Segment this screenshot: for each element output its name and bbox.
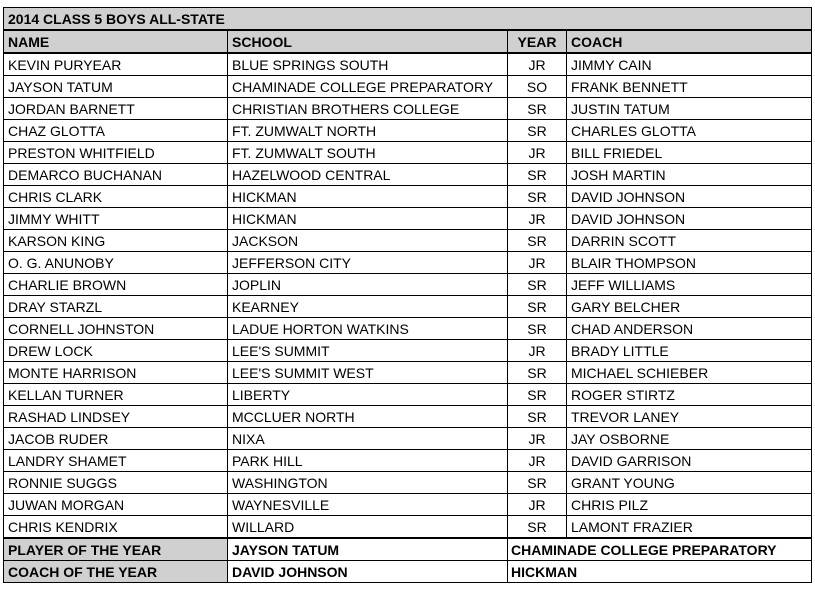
player-year: JR [508, 340, 567, 362]
player-coach: BILL FRIEDEL [567, 142, 812, 164]
player-year: JR [508, 494, 567, 516]
player-coach: DAVID GARRISON [567, 450, 812, 472]
player-school: HICKMAN [228, 186, 508, 208]
player-coach: GRANT YOUNG [567, 472, 812, 494]
player-school: JEFFERSON CITY [228, 252, 508, 274]
player-school: JACKSON [228, 230, 508, 252]
player-school: CHRISTIAN BROTHERS COLLEGE [228, 98, 508, 120]
column-header-name: NAME [4, 30, 228, 53]
player-year: SR [508, 186, 567, 208]
player-year: SR [508, 318, 567, 340]
table-row [4, 494, 812, 516]
table-row [4, 76, 812, 98]
table-row [4, 384, 812, 406]
player-name: LANDRY SHAMET [4, 450, 228, 472]
player-coach: JIMMY CAIN [567, 53, 812, 76]
player-name: O. G. ANUNOBY [4, 252, 228, 274]
table-row [4, 230, 812, 252]
player-name: CORNELL JOHNSTON [4, 318, 228, 340]
player-year: SO [508, 76, 567, 98]
award-row [4, 538, 812, 561]
title-row [4, 8, 812, 31]
player-name: JACOB RUDER [4, 428, 228, 450]
table-row [4, 98, 812, 120]
player-coach: MICHAEL SCHIEBER [567, 362, 812, 384]
player-year: SR [508, 164, 567, 186]
player-school: LIBERTY [228, 384, 508, 406]
player-school: KEARNEY [228, 296, 508, 318]
table-row [4, 120, 812, 142]
award-label: PLAYER OF THE YEAR [4, 538, 228, 561]
header-row [4, 30, 812, 53]
player-coach: DARRIN SCOTT [567, 230, 812, 252]
player-year: SR [508, 230, 567, 252]
player-school: LEE'S SUMMIT [228, 340, 508, 362]
table-row [4, 296, 812, 318]
player-coach: LAMONT FRAZIER [567, 516, 812, 539]
player-name: MONTE HARRISON [4, 362, 228, 384]
player-name: PRESTON WHITFIELD [4, 142, 228, 164]
player-year: SR [508, 362, 567, 384]
player-year: JR [508, 428, 567, 450]
player-name: CHRIS KENDRIX [4, 516, 228, 539]
table-row [4, 318, 812, 340]
player-school: FT. ZUMWALT SOUTH [228, 142, 508, 164]
player-name: CHARLIE BROWN [4, 274, 228, 296]
table-row [4, 340, 812, 362]
table-row [4, 252, 812, 274]
table-row [4, 516, 812, 539]
player-coach: BRADY LITTLE [567, 340, 812, 362]
player-coach: GARY BELCHER [567, 296, 812, 318]
award-winner: DAVID JOHNSON [228, 561, 508, 583]
table-row [4, 208, 812, 230]
player-year: SR [508, 98, 567, 120]
player-coach: DAVID JOHNSON [567, 186, 812, 208]
column-header-year: YEAR [508, 30, 567, 53]
player-school: NIXA [228, 428, 508, 450]
player-school: BLUE SPRINGS SOUTH [228, 53, 508, 76]
player-school: WILLARD [228, 516, 508, 539]
player-school: LADUE HORTON WATKINS [228, 318, 508, 340]
player-school: CHAMINADE COLLEGE PREPARATORY [228, 76, 508, 98]
player-coach: JEFF WILLIAMS [567, 274, 812, 296]
player-year: SR [508, 384, 567, 406]
player-year: JR [508, 53, 567, 76]
player-name: JIMMY WHITT [4, 208, 228, 230]
player-coach: BLAIR THOMPSON [567, 252, 812, 274]
player-name: KARSON KING [4, 230, 228, 252]
table-row [4, 472, 812, 494]
table-title: 2014 CLASS 5 BOYS ALL-STATE [4, 8, 812, 31]
column-header-coach: COACH [567, 30, 812, 53]
player-year: JR [508, 252, 567, 274]
player-name: KEVIN PURYEAR [4, 53, 228, 76]
player-coach: FRANK BENNETT [567, 76, 812, 98]
table-row [4, 428, 812, 450]
player-coach: JUSTIN TATUM [567, 98, 812, 120]
player-school: JOPLIN [228, 274, 508, 296]
award-label: COACH OF THE YEAR [4, 561, 228, 583]
table-row [4, 274, 812, 296]
table-body [4, 8, 812, 583]
player-year: SR [508, 274, 567, 296]
player-coach: CHRIS PILZ [567, 494, 812, 516]
all-state-table [3, 7, 812, 583]
player-name: DEMARCO BUCHANAN [4, 164, 228, 186]
player-name: DREW LOCK [4, 340, 228, 362]
player-name: JAYSON TATUM [4, 76, 228, 98]
player-name: JORDAN BARNETT [4, 98, 228, 120]
player-year: SR [508, 472, 567, 494]
player-year: JR [508, 450, 567, 472]
player-name: KELLAN TURNER [4, 384, 228, 406]
table-row [4, 186, 812, 208]
award-row [4, 561, 812, 583]
player-school: FT. ZUMWALT NORTH [228, 120, 508, 142]
player-name: CHRIS CLARK [4, 186, 228, 208]
award-school: HICKMAN [508, 561, 812, 583]
player-coach: TREVOR LANEY [567, 406, 812, 428]
player-school: HAZELWOOD CENTRAL [228, 164, 508, 186]
player-school: WASHINGTON [228, 472, 508, 494]
player-school: WAYNESVILLE [228, 494, 508, 516]
player-name: RONNIE SUGGS [4, 472, 228, 494]
player-coach: CHAD ANDERSON [567, 318, 812, 340]
table-row [4, 164, 812, 186]
table-row [4, 406, 812, 428]
player-coach: CHARLES GLOTTA [567, 120, 812, 142]
table-row [4, 450, 812, 472]
player-year: SR [508, 120, 567, 142]
award-winner: JAYSON TATUM [228, 538, 508, 561]
player-year: JR [508, 208, 567, 230]
player-name: JUWAN MORGAN [4, 494, 228, 516]
player-school: HICKMAN [228, 208, 508, 230]
player-year: SR [508, 516, 567, 539]
player-year: SR [508, 296, 567, 318]
table-row [4, 142, 812, 164]
table-row [4, 53, 812, 76]
player-year: JR [508, 142, 567, 164]
player-school: LEE'S SUMMIT WEST [228, 362, 508, 384]
column-header-school: SCHOOL [228, 30, 508, 53]
player-name: DRAY STARZL [4, 296, 228, 318]
player-name: RASHAD LINDSEY [4, 406, 228, 428]
table-row [4, 362, 812, 384]
player-coach: JAY OSBORNE [567, 428, 812, 450]
player-coach: ROGER STIRTZ [567, 384, 812, 406]
player-school: PARK HILL [228, 450, 508, 472]
player-school: MCCLUER NORTH [228, 406, 508, 428]
player-coach: JOSH MARTIN [567, 164, 812, 186]
player-coach: DAVID JOHNSON [567, 208, 812, 230]
player-name: CHAZ GLOTTA [4, 120, 228, 142]
player-year: SR [508, 406, 567, 428]
award-school: CHAMINADE COLLEGE PREPARATORY [508, 538, 812, 561]
